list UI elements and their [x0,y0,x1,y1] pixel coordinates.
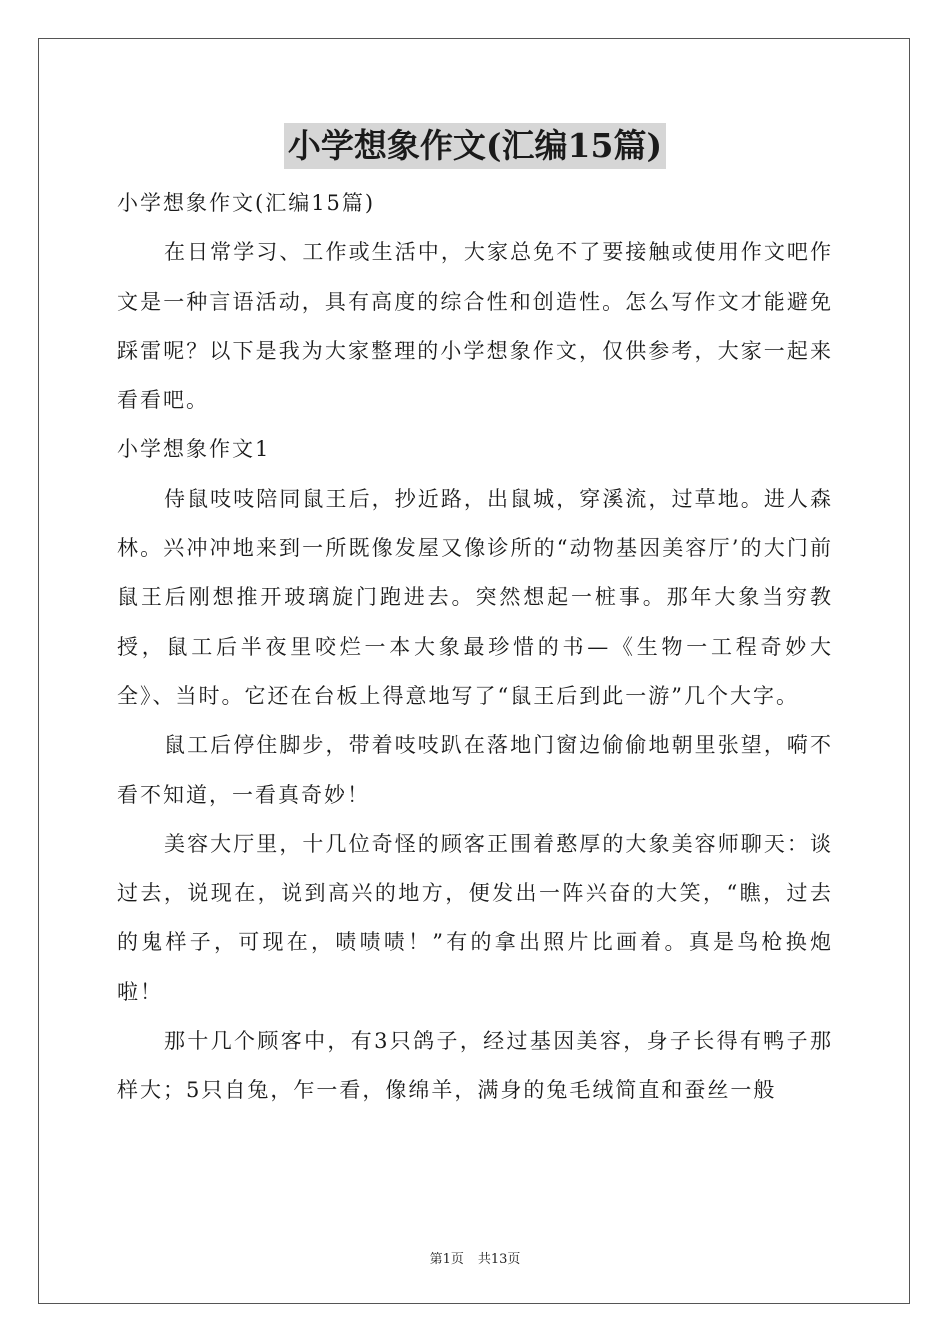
title-container [0,123,950,169]
body-paragraph: 美容大厅里，十几位奇怪的顾客正围着憨厚的大象美容师聊天：谈过去，说现在，说到高兴的地方，便发出一阵兴奋的大笑，“瞧，过去的鬼样子，可现在，啧啧啧！”有的拿出照片比画着。真是鸟枪换炮啦！ [117,831,833,1004]
document-body [117,179,833,1116]
body-paragraph: 鼠工后停住脚步，带着吱吱趴在落地门窗边偷偷地朝里张望，嗬不看不知道，一看真奇妙！ [117,733,833,807]
intro-paragraph: 在日常学习、工作或生活中，大家总免不了要接触或使用作文吧作文是一种言语活动，具有高度的综合性和创造性。怎么写作文才能避免踩雷呢？以下是我为大家整理的小学想象作文，仅供参考，大家一起来看看吧。 [117,240,833,413]
page-number: 第1页 [429,1252,464,1267]
body-paragraph: 侍鼠吱吱陪同鼠王后，抄近路，出鼠城，穿溪流，过草地。进人森林。兴冲冲地来到一所既像发屋又像诊所的“动物基因美容厅’的大门前鼠王后刚想推开玻璃旋门跑进去。突然想起一桩事。那年大象当穷教授，鼠工后半夜里咬烂一本大象最珍惜的书—《生物一工程奇妙大全》、当时。它还在台板上得意地写了“鼠王后到此一游”几个大字。 [117,486,833,708]
subtitle-line: 小学想象作文(汇编15篇) [117,191,376,215]
total-pages: 共13页 [477,1252,521,1267]
document-title: 小学想象作文(汇编15篇) [284,123,666,169]
page-footer [0,1248,950,1267]
body-paragraph: 那十几个顾客中，有3只鸽子，经过基因美容，身子长得有鸭子那样大；5只自兔，乍一看，像绵羊，满身的兔毛绒简直和蚕丝一般 [117,1029,833,1103]
section-heading: 小学想象作文1 [117,437,271,462]
